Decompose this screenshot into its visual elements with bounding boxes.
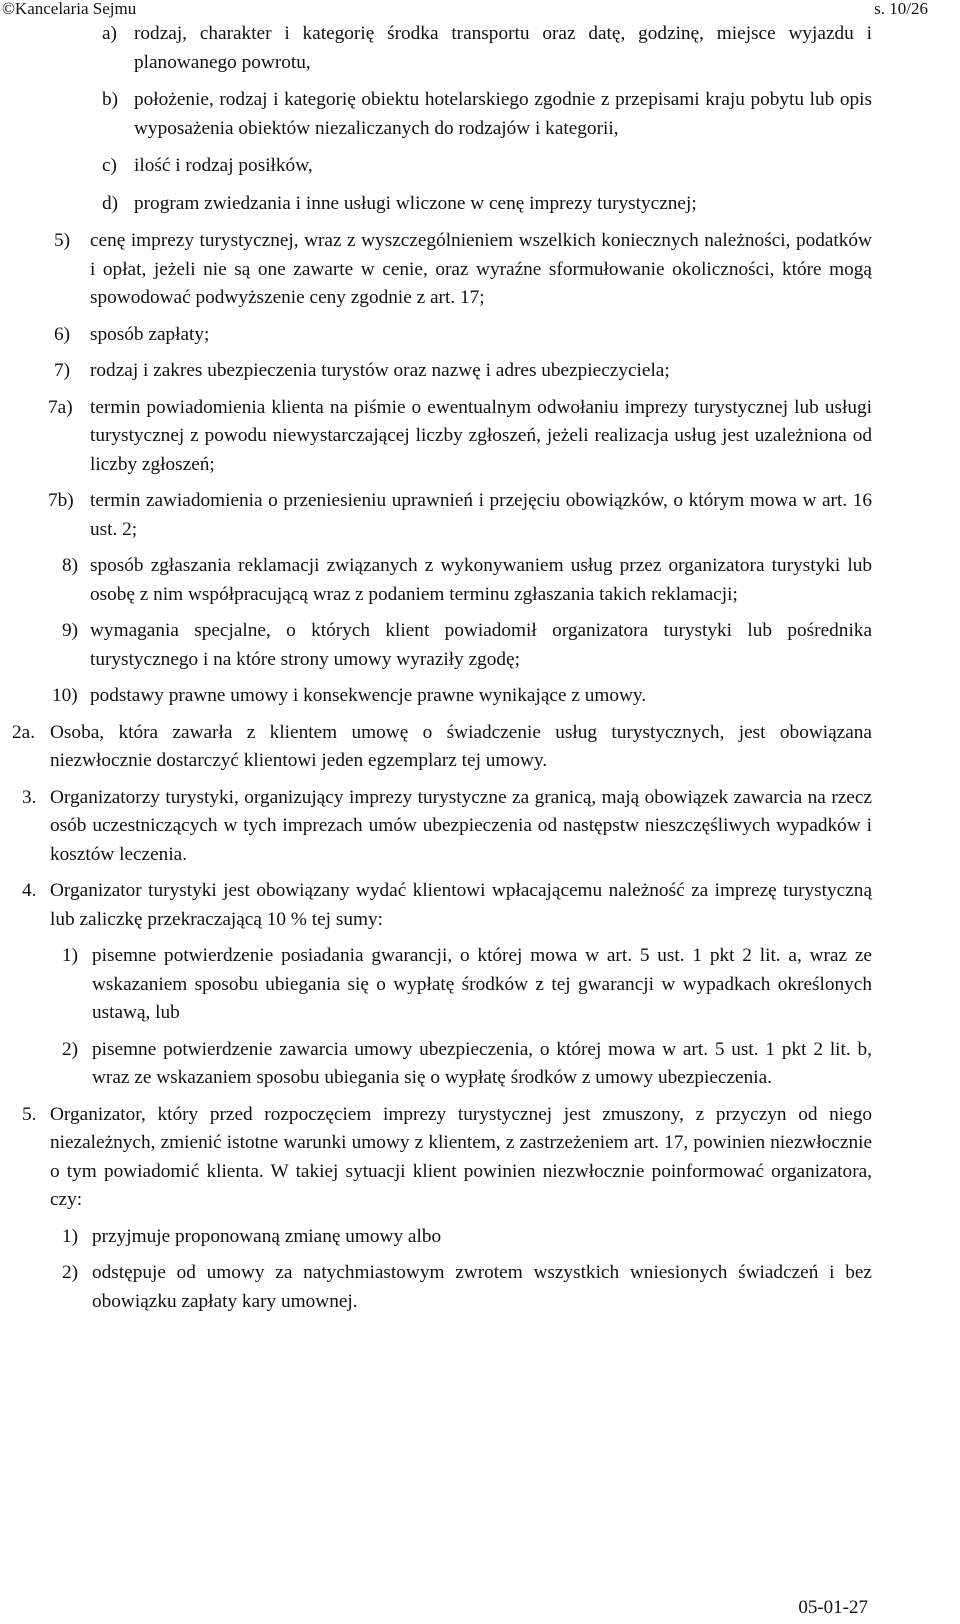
point-8 <box>0 552 960 609</box>
paragraph-text: Organizator, który przed rozpoczęciem imprezy turystycznej jest zmuszony, z przyczyn od niego niezależnych, zmienić istotne warunki umowy z klientem, z zastrzeżeniem art. 17, powinien niezwłocznie o tym powiadomić klienta. W takiej sytuacji klient powinien niezwłocznie poinformować organizatora, czy: <box>50 1103 872 1210</box>
item-text: podstawy prawne umowy i konsekwencje prawne wynikające z umowy. <box>90 685 647 706</box>
item-text: cenę imprezy turystycznej, wraz z wyszczególnieniem wszelkich koniecznych należności, podatków i opłat, jeżeli nie są one zawarte w cenie, oraz wyraźne sformułowanie okoliczności, które mogą spowodować podwyższenie ceny zgodnie z art. 17; <box>90 230 872 308</box>
page-number: s. 10/26 <box>874 0 928 18</box>
item-text: pisemne potwierdzenie zawarcia umowy ubezpieczenia, o której mowa w art. 5 ust. 1 pkt 2 lit. b, wraz ze wskazaniem sposobu ubiegania się o wypłatę środków z umowy ubezpieczenia. <box>92 1038 872 1088</box>
paragraph-label: 2a. <box>12 721 36 743</box>
item-label: 9) <box>62 620 79 641</box>
paragraph-4-item-2 <box>0 1036 960 1093</box>
item-text: przyjmuje proponowaną zmianę umowy albo <box>92 1225 442 1247</box>
item-text: pisemne potwierdzenie posiadania gwarancji, o której mowa w art. 5 ust. 1 pkt 2 lit. a, wraz ze wskazaniem sposobu ubiegania się o wypłatę środków z tej gwarancji w wypadkach określonych ustawą, lub <box>92 945 872 1023</box>
item-text: odstępuje od umowy za natychmiastowym zwrotem wszystkich wniesionych świadczeń i bez obowiązku zapłaty kary umownej. <box>92 1262 872 1312</box>
item-label: 6) <box>54 323 71 345</box>
item-label: 10) <box>52 685 78 706</box>
sub-item-a <box>0 20 960 77</box>
paragraph-text: Organizator turystyki jest obowiązany wydać klientowi wpłacającemu należność za imprezę turystyczną lub zaliczkę przekraczającą 10 % tej sumy: <box>50 880 872 930</box>
paragraph-text: Osoba, która zawarła z klientem umowę o świadczenie usług turystycznych, jest obowiązana niezwłocznie dostarczyć klientowi jeden egzemplarz tej umowy. <box>50 721 872 771</box>
item-label: a) <box>102 23 117 44</box>
point-10 <box>0 682 960 711</box>
sub-item-b <box>0 86 960 143</box>
point-7b <box>0 487 960 544</box>
paragraph-label: 5. <box>22 1103 37 1125</box>
sub-item-c <box>0 152 960 181</box>
point-6 <box>0 321 960 350</box>
paragraph-2a <box>0 719 960 776</box>
item-text: sposób zapłaty; <box>90 323 210 345</box>
item-text: program zwiedzania i inne usługi wliczone w cenę imprezy turystycznej; <box>134 192 697 214</box>
paragraph-5-item-2 <box>0 1259 960 1316</box>
point-5 <box>0 227 960 313</box>
document-body <box>0 20 960 1324</box>
item-text: położenie, rodzaj i kategorię obiektu hotelarskiego zgodnie z przepisami kraju pobytu lub opis wyposażenia obiektów niezaliczanych do rodzajów i kategorii, <box>134 89 872 139</box>
point-7 <box>0 357 960 386</box>
paragraph-5-item-1 <box>0 1223 960 1252</box>
item-text: termin zawiadomienia o przeniesieniu uprawnień i przejęciu obowiązków, o którym mowa w art. 16 ust. 2; <box>90 490 872 540</box>
item-label: 8) <box>62 555 79 576</box>
item-label: c) <box>102 155 117 176</box>
item-text: rodzaj i zakres ubezpieczenia turystów oraz nazwę i adres ubezpieczyciela; <box>90 360 670 381</box>
item-text: sposób zgłaszania reklamacji związanych z wykonywaniem usług przez organizatora turystyki lub osobę z nim współpracującą wraz z podaniem terminu zgłaszania takich reklamacji; <box>90 555 872 605</box>
item-label: 1) <box>62 945 79 966</box>
item-label: b) <box>102 89 119 110</box>
paragraph-label: 4. <box>22 880 37 901</box>
point-7a <box>0 394 960 480</box>
paragraph-5 <box>0 1101 960 1215</box>
paragraph-text: Organizatorzy turystyki, organizujący imprezy turystyczne za granicą, mają obowiązek zawarcia na rzecz osób uczestniczących w tych imprezach umów ubezpieczenia od następstw nieszczęśliwych wypadków i kosztów leczenia. <box>50 786 872 865</box>
item-label: 5) <box>54 230 71 251</box>
item-label: 2) <box>62 1262 79 1283</box>
item-label: 7b) <box>48 490 74 511</box>
item-text: rodzaj, charakter i kategorię środka transportu oraz datę, godzinę, miejsce wyjazdu i planowanego powrotu, <box>134 23 872 73</box>
header-left: ©Kancelaria Sejmu <box>2 0 137 18</box>
paragraph-4-item-1 <box>0 942 960 1028</box>
item-text: ilość i rodzaj posiłków, <box>134 155 313 176</box>
point-9 <box>0 617 960 674</box>
item-text: termin powiadomienia klienta na piśmie o ewentualnym odwołaniu imprezy turystycznej lub usługi turystycznej z powodu niewystarczającej liczby zgłoszeń, jeżeli realizacja usług jest uzależniona od liczby zgłoszeń; <box>90 396 872 475</box>
paragraph-4 <box>0 877 960 934</box>
item-label: 1) <box>62 1225 79 1247</box>
footer-date: 05-01-27 <box>798 1597 868 1618</box>
item-label: d) <box>102 192 119 214</box>
item-text: wymagania specjalne, o których klient powiadomił organizatora turystyki lub pośrednika turystycznego i na które strony umowy wyraziły zgodę; <box>90 620 872 670</box>
sub-item-d <box>0 190 960 219</box>
paragraph-3 <box>0 784 960 870</box>
item-label: 7) <box>54 360 71 381</box>
item-label: 2) <box>62 1038 79 1060</box>
paragraph-label: 3. <box>22 786 37 808</box>
item-label: 7a) <box>48 396 73 418</box>
